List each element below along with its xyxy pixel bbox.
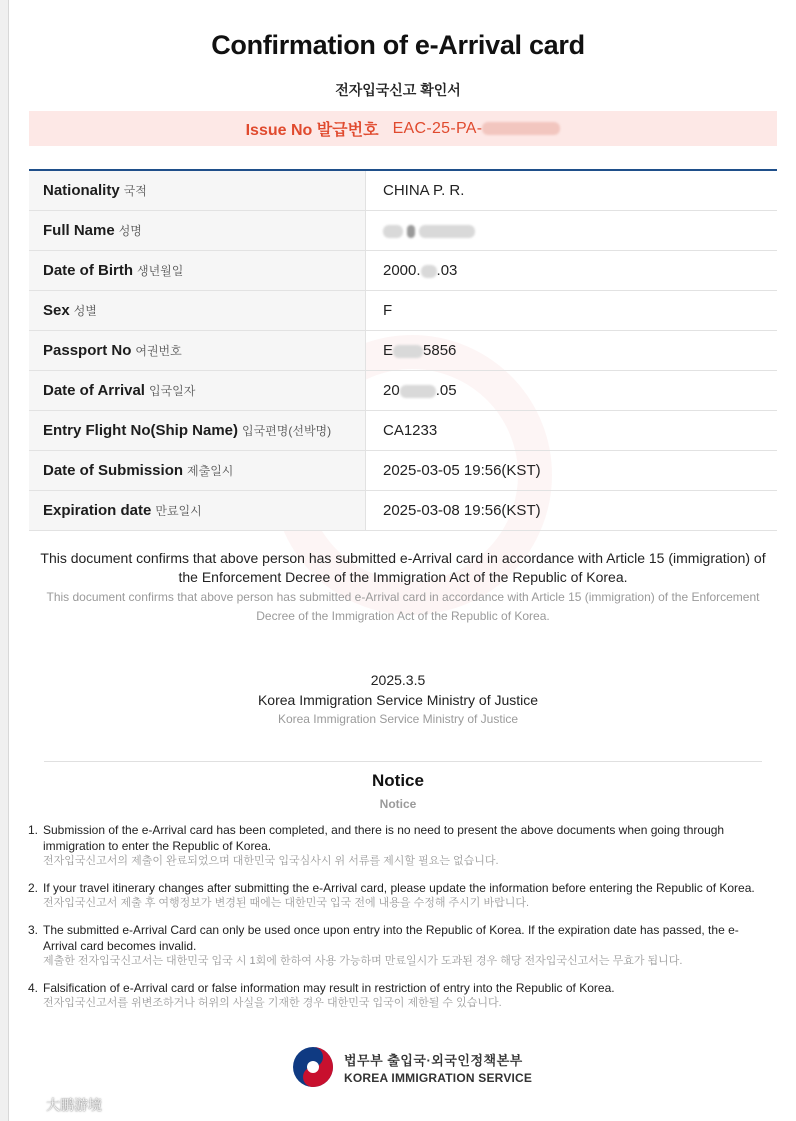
field-label: Full Name 성명 <box>29 211 366 251</box>
field-label: Sex 성별 <box>29 291 366 331</box>
field-label: Nationality 국적 <box>29 170 366 211</box>
list-item <box>28 880 768 911</box>
field-label: Passport No 여권번호 <box>29 331 366 371</box>
list-item-number: 4. <box>28 981 39 995</box>
table-row <box>29 331 777 371</box>
notice-title: Notice <box>372 771 424 790</box>
issue-number-bar <box>29 111 777 146</box>
field-value: 2025-03-08 19:56(KST) <box>366 491 778 531</box>
field-value: CA1233 <box>366 411 778 451</box>
field-value: CHINA P. R. <box>366 170 778 211</box>
notice-list <box>28 822 768 1022</box>
field-value: 20 .05 <box>366 371 778 411</box>
confirmation-text-secondary: This document confirms that above person has submitted e-Arrival card in accordance with Article 15 (immigration) of the Enforcement Decree of the Immigration Act of the Republic of Korea. <box>46 590 760 623</box>
issuer-name-secondary: Korea Immigration Service Ministry of Justice <box>277 712 519 726</box>
field-value-redacted <box>366 211 778 251</box>
list-item <box>28 980 768 1011</box>
notice-text-korean: 전자입국신고서 제출 후 여행정보가 변경된 때에는 대한민국 입국 전에 내용을 수정해 주시기 바랍니다. <box>43 897 530 909</box>
list-item <box>28 922 768 969</box>
table-row <box>29 211 777 251</box>
field-label: Date of Arrival 입국일자 <box>29 371 366 411</box>
list-item-number: 3. <box>28 923 39 937</box>
field-value: 2025-03-05 19:56(KST) <box>366 451 778 491</box>
table-row <box>29 491 777 531</box>
notice-text: Submission of the e-Arrival card has been completed, and there is no need to present the above documents when going through immigration to enter the Republic of Korea. <box>43 823 725 853</box>
field-value: F <box>366 291 778 331</box>
issuer-name: Korea Immigration Service Ministry of Justice <box>257 692 539 708</box>
section-divider <box>44 761 762 762</box>
field-value: 2000. .03 <box>366 251 778 291</box>
table-row <box>29 451 777 491</box>
logo-text-english: KOREA IMMIGRATION SERVICE <box>344 1070 533 1085</box>
confirmation-statement <box>40 549 766 626</box>
field-label: Entry Flight No(Ship Name) 입국편명(선박명) <box>29 411 366 451</box>
table-row <box>29 371 777 411</box>
field-label: Expiration date 만료일시 <box>29 491 366 531</box>
notice-text: Falsification of e-Arrival card or false information may result in restriction of entry into the Republic of Korea. <box>43 981 615 995</box>
field-label: Date of Submission 제출일시 <box>29 451 366 491</box>
list-item <box>28 822 768 869</box>
corner-watermark <box>16 1095 102 1115</box>
notice-text-korean: 제출한 전자입국신고서는 대한민국 입국 시 1회에 한하여 사용 가능하며 만료일시가 도과된 경우 해당 전자입국신고서는 무효가 됩니다. <box>43 955 683 967</box>
field-value: E 5856 <box>366 331 778 371</box>
table-row <box>29 251 777 291</box>
notice-text-korean: 전자입국신고서를 위변조하거나 허위의 사실을 기재한 경우 대한민국 입국이 제한될 수 있습니다. <box>43 997 502 1009</box>
bird-logo-icon <box>16 1096 42 1114</box>
issue-number-label: Issue No 발급번호 <box>245 122 379 139</box>
document-page <box>10 0 796 1121</box>
document-title: Confirmation of e-Arrival card <box>211 30 585 60</box>
table-row <box>29 291 777 331</box>
logo-text-korean: 법무부 출입국·외국인정책본부 <box>344 1052 523 1068</box>
document-subtitle: 전자입국신고 확인서 <box>335 82 461 98</box>
applicant-info-table <box>29 169 777 531</box>
issuer-block <box>10 672 786 726</box>
table-row <box>29 411 777 451</box>
issue-date: 2025.3.5 <box>370 672 426 688</box>
corner-watermark-text: 大鹏游境 <box>46 1097 102 1113</box>
issue-number-value: EAC-25-PA- <box>393 120 561 138</box>
notice-text: The submitted e-Arrival Card can only be used once upon entry into the Republic of Korea. If the expiration date has passed, the e-Arrival card becomes invalid. <box>43 923 739 953</box>
confirmation-text: This document confirms that above person has submitted e-Arrival card in accordance with Article 15 (immigration) of the Enforcement Decree of the Immigration Act of the Republic of Korea. <box>40 550 766 585</box>
field-label: Date of Birth 생년월일 <box>29 251 366 291</box>
list-item-number: 2. <box>28 881 39 895</box>
taegeuk-emblem-icon <box>292 1046 334 1088</box>
viewer-left-edge <box>0 0 9 1121</box>
notice-text-korean: 전자입국신고서의 제출이 완료되었으며 대한민국 입국심사시 위 서류를 제시할 필요는 없습니다. <box>43 855 499 867</box>
notice-subtitle: Notice <box>379 797 417 811</box>
korea-immigration-service-logo <box>292 1046 532 1088</box>
list-item-number: 1. <box>28 823 39 837</box>
table-row <box>29 170 777 211</box>
notice-text: If your travel itinerary changes after submitting the e-Arrival card, please update the information before entering the Republic of Korea. <box>43 881 755 895</box>
